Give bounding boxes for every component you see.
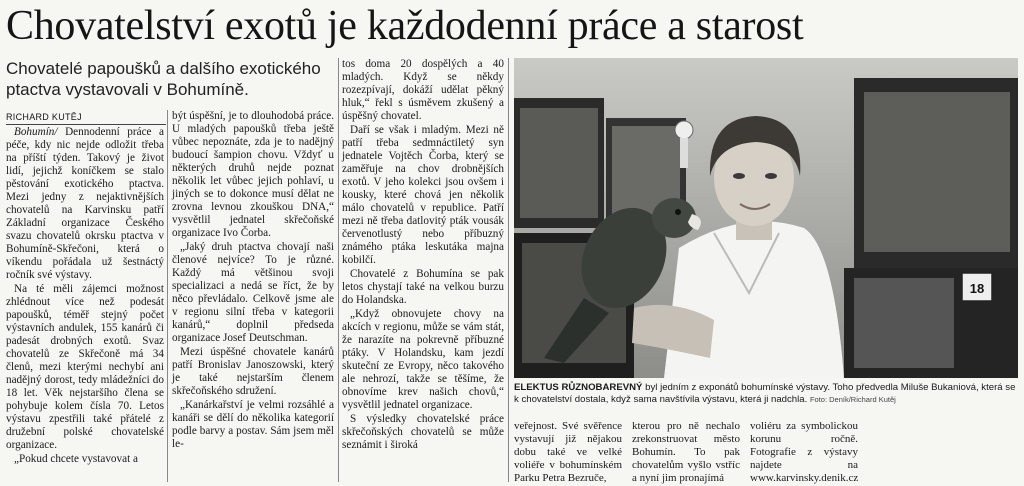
- article-column-5: kterou pro ně nechalo zrekonstruovat město Bohumín. To pak chovatelům vyšlo vstříc a nyní jim pronajímá: [632, 420, 740, 484]
- paragraph: tos doma 20 dospělých a 40 mladých. Když se někdy rozezpívají, dokáží udělat pěkný hluk,“ řekl s úsměvem zkušený a úspěšný chovatel.: [342, 58, 504, 122]
- bottom-text-row: [514, 420, 1018, 482]
- paragraph: „Jaký druh ptactva chovají naši členové nejvíce? To je různé. Každý má většinou svoji specializaci a nedá se říct, že by něco převládalo. Celkově jsme ale v regionu silní třeba v kategorii kanárů,“ doplnil předseda organizace Josef Deutschman.: [172, 241, 334, 344]
- paragraph: Chovatelé z Bohumína se pak letos chystají také na velkou burzu do Holandska.: [342, 268, 504, 306]
- paragraph: „Pokud chcete vystavovat a: [14, 453, 138, 465]
- column-rule: [338, 58, 339, 482]
- cage-number-sign: 18: [969, 281, 985, 296]
- photo-credit: Foto: Deník/Richard Kutěj: [809, 395, 896, 404]
- paragraph: být úspěšní, je to dlouhodobá práce. U mladých papoušků třeba ještě vůbec nepoznáte, zda je to nadějný budoucí šampion chovu. Vždyť u některých druhů nejde poznat několik let vůbec jejich pohlaví, u jiných se to dokonce musí dělat ne zrovna levnou zkouškou DNA,“ vysvětlil jednatel skřečoňské organizace Ivo Čorba.: [172, 110, 334, 239]
- web-note: Fotografie z výstavy najdete na www.karvinsky.denik.cz: [750, 446, 859, 484]
- article-column-2: [172, 110, 334, 482]
- paragraph: [6, 126, 164, 282]
- paragraph: S výsledky chovatelské práce skřečoňských chovatelů se může seznámit i široká: [342, 413, 504, 451]
- paragraph-text: Dennodenní práce a péče, kdy nic nejde odložit třeba na příští týden. Takový je život lidí, jejichž koníčkem se stalo pěstování exotického ptactva. Mezi jedny z nejaktivnějších chovatelů na Karvinsku patří Základní organizace Českého svazu chovatelů okrsku ptactva v Bohumíně-Skřečoni, která o víkendu pořádala už šestnáctý ročník své výstavy.: [6, 126, 164, 281]
- paragraph: Na té měli zájemci možnost zhlédnout více než podesát papoušků, téměř stejný počet výstavních andulek, 155 kanárů či padesát drobných exotů. Svaz chovatelů ze Skřečoně má 34 členů, mezi kterými nechybí ani nadějný dorost, tedy mládežníci do 18 let. Věk nejstaršího člena se pohybuje kolem čísla 70. Letos výstavu zpestřili také přátelé z družební polské chovatelské organizace.: [6, 283, 164, 451]
- dateline-place: Bohumín/: [14, 126, 58, 138]
- headline: Chovatelství exotů je každodenní práce a starost: [6, 3, 804, 49]
- column-rule: [508, 58, 509, 482]
- paragraph: „Když obnovujete chovy na akcích v regionu, může se vám stát, že narazíte na pokrevně příbuzné ptáky. V Holandsku, kam jezdí skuteční ze Evropy, něco takového ale nehrozí, takže se těšíme, že obnovíme krev našich chovů,“ vysvětlil jednatel organizace.: [342, 308, 504, 411]
- article-column-3: [342, 58, 504, 451]
- article-column-6: [750, 420, 858, 482]
- paragraph-text: voliéru za symbolickou korunu ročně.: [750, 420, 858, 445]
- column-rule: [167, 110, 168, 482]
- caption-lead: ELEKTUS RŮZNOBAREVNÝ: [514, 382, 643, 393]
- byline: RICHARD KUTĚJ: [6, 112, 166, 125]
- subheadline: Chovatelé papoušků a dalšího exotického ptactva vystavovali v Bohumíně.: [6, 59, 321, 99]
- paragraph: „Kanárkařství je velmi rozsáhlé a kanáři se dělí do několika kategorií podle barvy a postav. Sám jsem měl le-: [172, 399, 334, 450]
- caption-text: byl jedním z exponátů bohumínské výstavy. Toho předvedla Miluše Bukaniová, která se k chovatelství dostala, když sama navštívila výstavu, která ji nadchla.: [514, 382, 1016, 405]
- article-column-1: [6, 126, 164, 482]
- photo-caption: [514, 382, 1018, 406]
- article-photo: [514, 58, 1018, 378]
- paragraph: Daří se však i mladým. Mezi ně patří třeba sedmnáctiletý syn jednatele Vojtěch Čorba, který se zaměřuje na chov drobnějších exotů. V jeho kolekci jsou ovšem i kousky, které chová jen několik málo chovatelů v republice. Patří mezi ně třeba datlovitý pták vousák červenotlustý nebo příbuzný známého ptáka leskutáka majna kobilčí.: [342, 124, 504, 266]
- photo-illustration: [514, 58, 1018, 378]
- paragraph: Mezi úspěšné chovatele kanárů patří Bronislav Janoszowski, který je také nejstarším členem skřečoňského sdružení.: [172, 346, 334, 397]
- article-column-4: veřejnost. Své svěřence vystavují již nějakou dobu také ve velké voliéře v bohumínském Parku Petra Bezruče,: [514, 420, 622, 484]
